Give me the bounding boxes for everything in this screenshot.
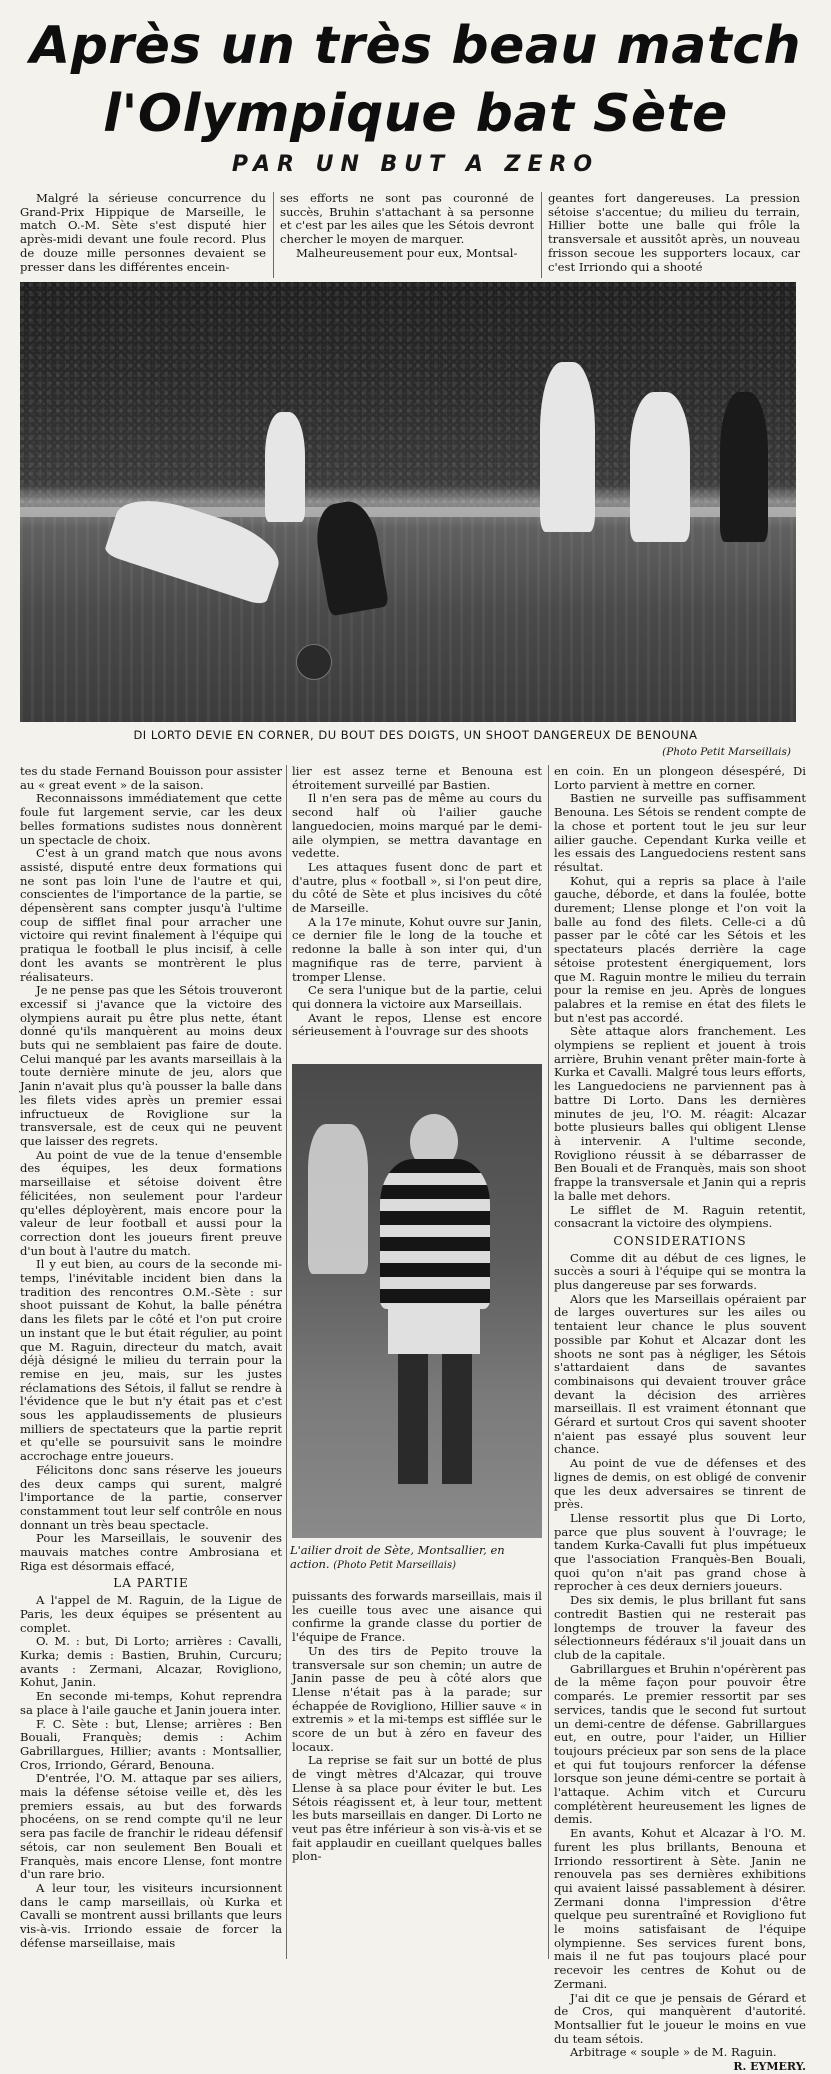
paragraph: Gabrillargues et Bruhin n'opérèrent pas de la même façon pour pouvoir être comparés. Le premier ressortit par ses services, tandis que le second fut surtout un demi-centre de défense. Gabrillargues eut, en outre, pour l'aider, un Hillier toujours précieux par son sens de la place et qui fut toujours renforcer la défense lorsque son jeune démi-centre se portait à l'attaque. Achim vitch et Curcuru complétèrent heureusement les lignes de demis. [554,1661,806,1827]
paragraph: Les attaques fusent donc de part et d'autre, plus « football », si l'on peut dire, du côté de Sète et plus incisives du côté de Marseille. [292,859,542,916]
paragraph: Sète attaque alors franchement. Les olympiens se replient et jouent à trois arrière, Bruhin venant prêter main-forte à Kurka et Cavalli. Malgré tous leurs efforts, les Languedociens ne parviennent pas à battre Di Lorto. Dans les dernières minutes de jeu, l'O. M. réagit: Alcazar botte plusieurs balles qui obligent Llense à intervenir. A l'ultime seconde, Rovigliono réussit à se débarrasser de Ben Bouali et de Franquès, mais son shoot frappe la transversale et Janin qui a repris la balle met dehors. [554,1024,806,1203]
intro-column-1 [20,192,266,278]
paragraph: Il n'en sera pas de même au cours du second half où l'ailier gauche languedocien, moins marqué par le demi-aile olympien, se mettra davantage en vedette. [292,791,542,861]
intro-paragraph: geantes fort dangereuses. La pression sétoise s'accentue; du milieu du terrain, Hillier botte une balle qui frôle la transversale et aussitôt après, un nouveau frisson secoue les supporters locaux, car c'est Irriondo qui a shooté [548,191,800,274]
paragraph: Il y eut bien, au cours de la seconde mi-temps, l'inévitable incident bien dans la tradition des rencontres O.M.-Sète : sur shoot puissant de Kohut, la balle pénétra dans les filets par le côté et l'on put croire un instant que le but était régulier, au point que M. Raguin, directeur du match, avait déjà désigné le milieu du terrain pour la remise en jeu, mais, sur les justes réclamations des Sétois, il fallut se rendre à l'évidence que le but n'y était pas et c'est sous les applaudissements de plusieurs milliers de spectateurs que la partie reprit et qu'elle se poursuivit sans le moindre accrochage entre joueurs. [20,1257,282,1464]
paragraph: C'est à un grand match que nous avons assisté, disputé entre deux formations qui ne sont pas loin l'une de l'autre et qui, conscientes de l'importance de la partie, se dépensèrent sans compter jusqu'à l'ultime coup de sifflet final pour arracher une victoire qui revint finalement à l'équipe qui pratiqua le football le plus incisif, à celle dont les avants se montrèrent le plus réalisateurs. [20,846,282,984]
player-figure [630,392,690,542]
paragraph: en coin. En un plongeon désespéré, Di Lorto parvient à mettre en corner. [554,764,806,792]
paragraph: lier est assez terne et Benouna est étroitement surveillé par Bastien. [292,764,542,792]
section-heading-la-partie: LA PARTIE [113,1576,189,1591]
paragraph: En seconde mi-temps, Kohut reprendra sa place à l'aile gauche et Janin jouera inter. [20,1689,282,1717]
player-shorts [388,1304,480,1354]
paragraph: Bastien ne surveille pas suffisamment Benouna. Les Sétois se rendent compte de la chose et portent tout le jeu sur leur ailier gauche. Cependant Kurka veille et les essais des Languedociens restent sans résultat. [554,791,806,874]
player-legs [398,1354,472,1484]
article-column-2-top [292,765,542,1059]
column-rule [286,765,287,1959]
section-heading-considerations: CONSIDERATIONS [613,1233,747,1248]
player-figure [265,412,305,522]
player-photo [292,1064,542,1538]
paragraph: Au point de vue de la tenue d'ensemble des équipes, les deux formations marseillaise et sétoise doivent être félicitées, non seulement pour l'ardeur qu'elles déployèrent, mais encore pour la valeur de leur football et aussi pour la correction dont les joueurs firent preuve d'un bout à l'autre du match. [20,1147,282,1258]
paragraph: A l'appel de M. Raguin, de la Ligue de Paris, les deux équipes se présentent au complet. [20,1593,282,1635]
column-rule [548,765,549,1959]
paragraph: Des six demis, le plus brillant fut sans contredit Bastien qui ne resterait pas longtemps de trouver la faveur des sélectionneurs fédéraux s'il jouait dans un club de la capitale. [554,1593,806,1662]
paragraph: Félicitons donc sans réserve les joueurs des deux camps qui surent, malgré l'importance de la partie, conserver constamment tout leur self contrôle en nous donnant un très beau spectacle. [20,1462,282,1532]
player-figure [540,362,595,532]
intro-paragraph: Malheureusement pour eux, Montsal- [296,245,518,260]
intro-column-2 [280,192,534,278]
paragraph: A la 17e minute, Kohut ouvre sur Janin, ce dernier file le long de la touche et redonne la balle à son inter qui, d'un magnifique ras de terre, parvient à tromper Llense. [292,914,542,984]
column-rule [273,192,274,278]
striped-jersey [380,1159,490,1309]
football [296,644,332,680]
paragraph: La reprise se fait sur un botté de plus de vingt mètres d'Alcazar, qui trouve Llense à sa place pour éviter le but. Les Sétois réagissent et, à leur tour, mettent les buts marseillais en danger. Di Lorto ne veut pas être inférieur à son vis-à-vis et se fait applaudir en cueillant quelques balles plon- [292,1753,542,1864]
paragraph: Pour les Marseillais, le souvenir des mauvais matches contre Ambrosiana et Riga est désormais effacé, [20,1531,282,1573]
paragraph: Llense ressortit plus que Di Lorto, parce que plus souvent à l'ouvrage; le tandem Kurka-Cavalli fut plus impétueux que l'association Franquès-Ben Bouali, quoi qu'on n'ait pas grand chose à reprocher à ces deux derniers joueurs. [554,1510,806,1594]
paragraph: A leur tour, les visiteurs incursionnent dans le camp marseillais, où Kurka et Cavalli se montrent aussi brillants que leurs vis-à-vis. Irriondo essaie de forcer la défense marseillaise, mais [20,1880,282,1950]
paragraph: Comme dit au début de ces lignes, le succès a souri à l'équipe qui se montra la plus dangereuse par ses forwards. [554,1250,806,1293]
paragraph: Reconnaissons immédiatement que cette foule fut largement servie, car les deux belles formations sudistes nous donnèrent un spectacle de choix. [20,791,282,847]
paragraph: Un des tirs de Pepito trouve la transversale sur son chemin; un autre de Janin passe de peu à côté alors que Llense n'était pas à la parade; sur échappée de Rovigliono, Hillier sauve « in extremis » et la mi-temps est sifflée sur le score de un but à zéro en faveur des locaux. [292,1643,542,1754]
column-rule [541,192,542,278]
paragraph: O. M. : but, Di Lorto; arrières : Cavalli, Kurka; demis : Bastien, Bruhin, Curcuru; avants : Zermani, Alcazar, Rovigliono, Kohut, Janin. [20,1634,282,1690]
intro-column-3 [548,192,800,278]
paragraph: Ce sera l'unique but de la partie, celui qui donnera la victoire aux Marseillais. [292,983,542,1011]
subheadline: PAR UN BUT A ZERO [231,152,600,177]
article-column-3 [554,764,806,2074]
paragraph: F. C. Sète : but, Llense; arrières : Ben Bouali, Franquès; demis : Achim Gabrillargues, Hillier; avants : Montsallier, Cros, Irriondo, Gérard, Benouna. [20,1716,282,1772]
headline-line-1: Après un très beau match [29,16,802,76]
paragraph: Alors que les Marseillais opéraient par de larges ouvertures sur les ailes ou tentaient leur chance le plus souvent possible par Kohut et Alcazar dont les shoots ne sont pas à négliger, les Sétois s'attardaient dans de savantes combinaisons qui devaient trouver grâce devant la décision des arrières marseillais. Il est vraiment étonnant que Gérard et surtout Cros qui savent shooter n'aient pas essayé plus souvent leur chance. [554,1291,806,1457]
paragraph: puissants des forwards marseillais, mais il les cueille tous avec une aisance qui confirme la grande classe du portier de l'équipe de France. [292,1589,542,1645]
article-column-2-bottom [292,1590,542,1959]
background-player-figure [308,1124,368,1274]
paragraph: D'entrée, l'O. M. attaque par ses ailiers, mais la défense sétoise veille et, dès les premiers essais, au but des forwards phocéens, on se rend compte qu'il ne leur sera pas facile de franchir le rideau défensif sétois, car non seulement Ben Bouali et Franquès, mais encore Llense, font montre d'un rare brio. [20,1771,282,1882]
paragraph: En avants, Kohut et Alcazar à l'O. M. furent les plus brillants, Benouna et Irriondo ressortirent à Sète. Janin ne renouvela pas ses dernières exhibitions qui avaient laissé passablement à désirer. Zermani donna l'impression d'être quelque peu surentraîné et Rovigliono fut le moins satisfaisant de l'équipe olympienne. Ses services furent bons, mais il ne fut pas toujours placé pour recevoir les centres de Kohut ou de Zermani. [554,1826,806,1991]
player-photo-caption-text: L'ailier droit de Sète, Montsallier, en action. [290,1543,505,1571]
headline-line-2: l'Olympique bat Sète [103,84,728,144]
paragraph: Je ne pense pas que les Sétois trouveront excessif si j'avance que la victoire des olympiens aurait pu être plus nette, étant donné qu'ils manquèrent au moins deux buts qui ne semblaient pas faire de doute. Celui manqué par les avants marseillais à la toute dernière minute de jeu, alors que Janin n'avait plus qu'à pousser la balle dans les filets vides après un premier essai infructueux de Roviglione sur la transversale, est de ceux qui ne peuvent que laisser des regrets. [20,983,282,1148]
main-photo-credit: (Photo Petit Marseillais) [662,746,791,758]
article-column-1 [20,765,282,1959]
paragraph: Arbitrage « souple » de M. Raguin. [570,2045,777,2060]
paragraph: Le sifflet de M. Raguin retentit, consacrant la victoire des olympiens. [554,1202,806,1231]
paragraph: Avant le repos, Llense est encore sérieusement à l'ouvrage sur des shoots [292,1010,542,1039]
match-photo [20,282,796,722]
player-photo-caption [290,1543,544,1573]
intro-paragraph: ses efforts ne sont pas couronné de succès, Bruhin s'attachant à sa personne et c'est par les ailes que les Sétois devront chercher le moyen de marquer. [280,191,534,247]
intro-paragraph: Malgré la sérieuse concurrence du Grand-Prix Hippique de Marseille, le match O.-M. Sète s'est disputé hier après-midi devant une foule record. Plus de douze mille personnes devaient se presser dans les différentes encein- [20,191,266,274]
author-signature: R. EYMERY. [733,2060,806,2074]
main-photo-caption: DI LORTO DEVIE EN CORNER, DU BOUT DES DOIGTS, UN SHOOT DANGEREUX DE BENOUNA [133,728,698,742]
paragraph: Kohut, qui a repris sa place à l'aile gauche, déborde, et dans la foulée, botte durement; Llense plonge et l'on voit la balle au fond des filets. Celle-ci a dû passer par le côté car les Sétois et les spectateurs placés derrière la cage sétoise protestent énergiquement, lors que M. Raguin montre le milieu du terrain pour la remise en jeu. Après de longues palabres et la remise en état des filets le but n'est pas accordé. [554,873,806,1025]
paragraph: J'ai dit ce que je pensais de Gérard et de Cros, qui manquèrent d'autorité. Montsallier fut le joueur le moins en vue du team sétois. [554,1990,806,2046]
paragraph: Au point de vue de défenses et des lignes de demis, on est obligé de convenir que les deux adversaires se tinrent de près. [554,1456,806,1512]
player-figure [720,392,768,542]
player-photo-credit: (Photo Petit Marseillais) [333,1560,456,1571]
paragraph: tes du stade Fernand Bouisson pour assister au « great event » de la saison. [20,764,282,792]
